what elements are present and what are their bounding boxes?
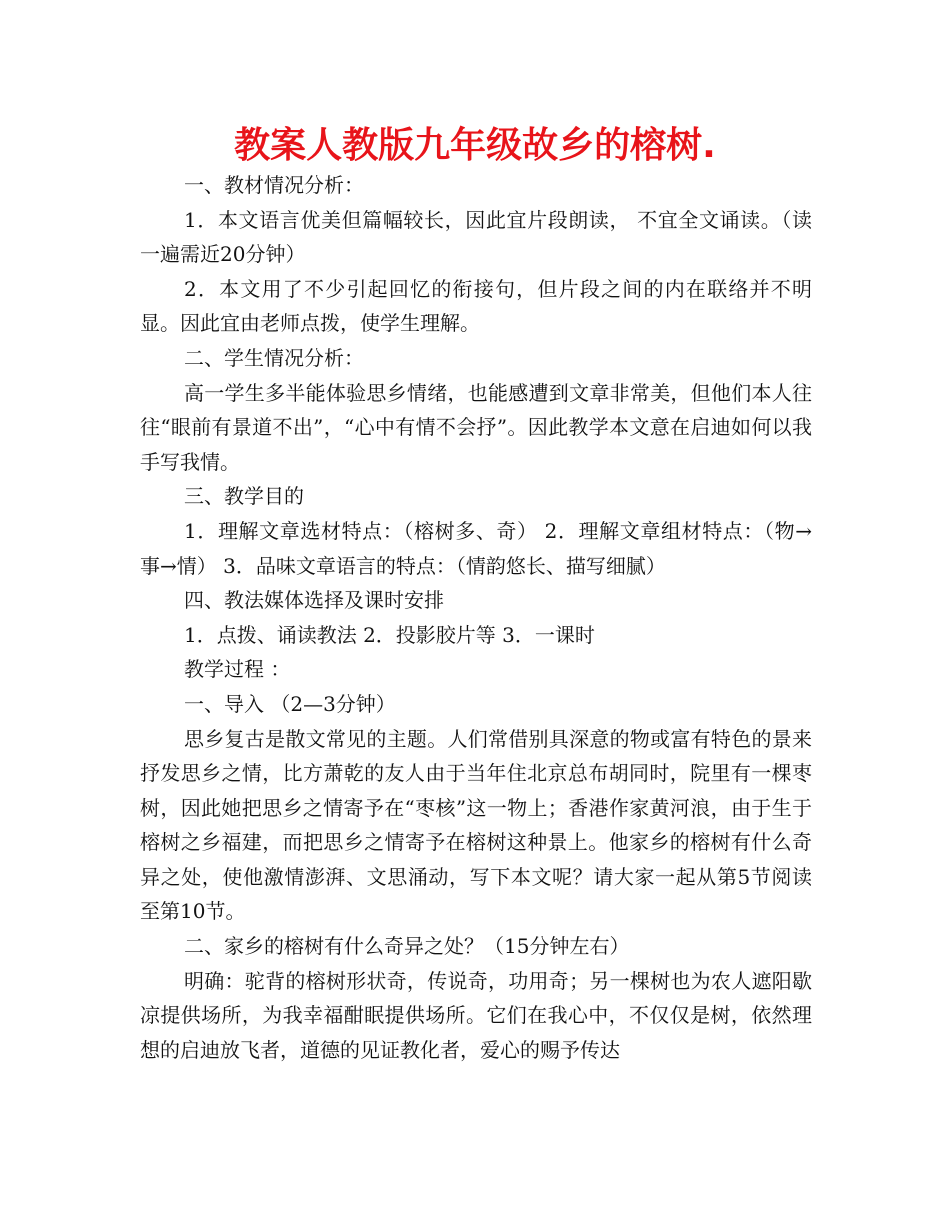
paragraph: 高一学生多半能体验思乡情绪，也能感遭到文章非常美，但他们本人往往“眼前有景道不出”，“心中有情不会抒”。因此教学本文意在启迪如何以我手写我情。	[140, 380, 812, 474]
paragraph: 1．点拨、诵读教法 2．投影胶片等 3．一课时	[184, 622, 595, 647]
paragraph: 1．本文语言优美但篇幅较长，因此宜片段朗读， 不宜全文诵读。（读一遍需近20分钟）	[140, 207, 812, 267]
paragraph: 1．理解文章选材特点：（榕树多、奇） 2．理解文章组材特点：（物→事→情） 3．品味文章语言的特点：（情韵悠长、描写细腻）	[140, 518, 812, 578]
document-title: 教案人教版九年级故乡的榕树.	[234, 125, 716, 166]
heading-teaching-process: 教学过程 ：	[184, 657, 291, 682]
heading-teaching-goals: 三、教学目的	[184, 484, 304, 509]
heading-methods-media: 四、教法媒体选择及课时安排	[184, 588, 444, 613]
heading-student-analysis: 二、学生情况分析：	[184, 345, 364, 370]
heading-textbook-analysis: 一、教材情况分析：	[184, 173, 364, 197]
paragraph: 2．本文用了不少引起回忆的衔接句，但片段之间的内在联络并不明显。因此宜由老师点拨，使学生理解。	[140, 276, 812, 336]
document-body	[140, 168, 812, 1067]
paragraph: 思乡复古是散文常见的主题。人们常借别具深意的物或富有特色的景来抒发思乡之情，比方萧乾的友人由于当年住北京总布胡同时，院里有一棵枣树，因此她把思乡之情寄予在“枣核”这一物上；香港作家黄河浪，由于生于榕树之乡福建，而把思乡之情寄予在榕树这种景上。他家乡的榕树有什么奇异之处，使他激情澎湃、文思涌动，写下本文呢？请大家一起从第5节阅读至第10节。	[140, 726, 812, 924]
paragraph: 明确：驼背的榕树形状奇，传说奇，功用奇；另一棵树也为农人遮阳歇凉提供场所，为我幸福酣眠提供场所。它们在我心中，不仅仅是树，依然理想的启迪放飞者，道德的见证教化者，爱心的赐予传达	[140, 968, 812, 1062]
heading-introduction: 一、导入 （2—3分钟）	[184, 691, 396, 716]
heading-banyan-wonders: 二、家乡的榕树有什么奇异之处？（15分钟左右）	[184, 934, 630, 959]
